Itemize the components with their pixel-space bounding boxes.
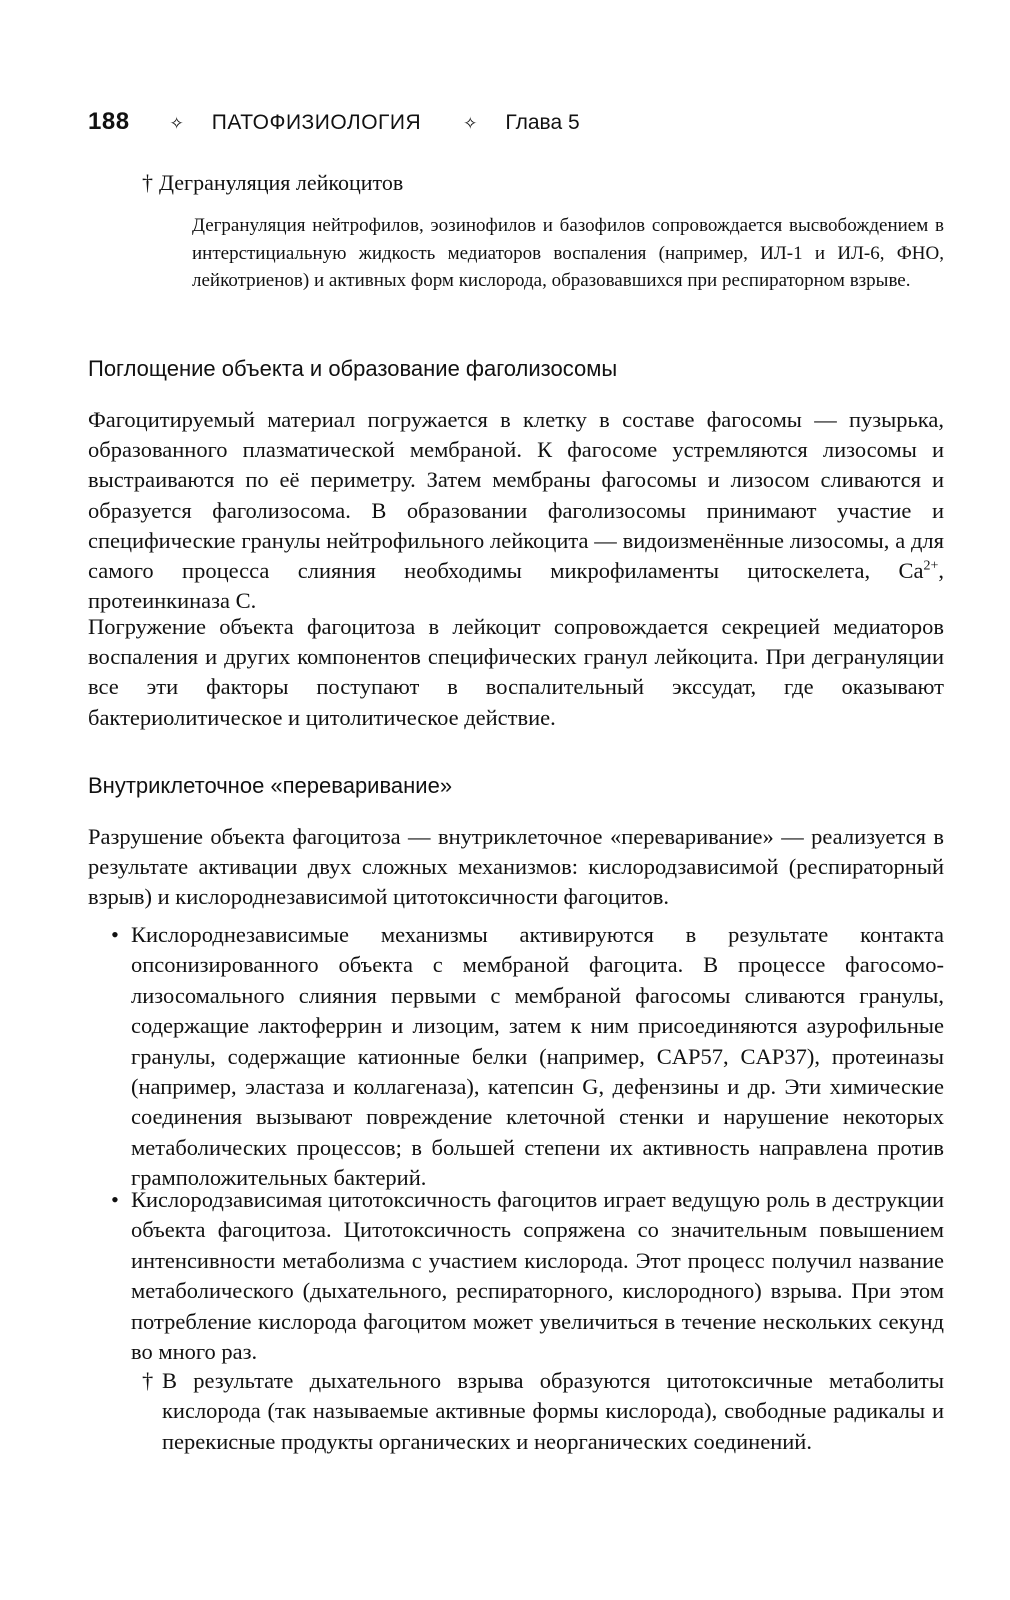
running-header bbox=[88, 108, 948, 142]
paragraph-digestion-intro: Разрушение объекта фагоцитоза — внутриклеточное «переваривание» — реализуется в результате активации двух сложных механизмов: кислородзависимой (респираторный взрыв) и кислороднезависимой цитотоксичности фагоцитов. bbox=[88, 824, 944, 910]
paragraph-phagosome bbox=[88, 405, 944, 616]
list-item-oxygen-dependent bbox=[111, 1185, 944, 1367]
section-heading-digestion: Внутриклеточное «переваривание» bbox=[88, 773, 453, 798]
list-item-text: Кислороднезависимые механизмы активируются в результате контакта опсонизированного объекта с мембраной фагоцита. В процессе фагосомо-лизосомального слияния первыми с мембраной фагосомы сливаются гранулы, содержащие лактоферрин и лизоцим, затем к ним присоединяются азурофильные гранулы, содержащие катионные белки (например, CAP57, CAP37), протеиназы (например, эластаза и коллагеназа), катепсин G, дефензины и др. Эти химические соединения вызывают повреждение клеточной стенки и нарушение некоторых метаболических процессов; в большей степени их активность направлена против грамположительных бактерий. bbox=[131, 922, 944, 1191]
calcium-charge-superscript: 2+ bbox=[923, 558, 939, 574]
list-item-oxygen-independent bbox=[111, 920, 944, 1194]
paragraph-phagosome-text: Фагоцитируемый материал погружается в клетку в составе фагосомы — пузырька, образованного плазматической мембраной. К фагосоме устремляются лизосомы и выстраиваются по её периметру. Затем мембраны фагосомы и лизосом сливаются и образуется фаголизосома. В образовании фаголизосомы принимают участие и специфические гранулы нейтрофильного лейкоцита — видоизменённые лизосомы, а для самого процесса слияния необходимы микрофиламенты цитоскелета, Ca bbox=[88, 407, 944, 584]
diamond-separator-icon: ✧ bbox=[463, 114, 478, 133]
bullet-icon: • bbox=[111, 1187, 119, 1212]
section-heading-phagolysosome: Поглощение объекта и образование фаголизосомы bbox=[88, 356, 618, 381]
paragraph-immersion: Погружение объекта фагоцитоза в лейкоцит сопровождается секрецией медиаторов воспаления и других компонентов специфических гранул лейкоцита. При дегрануляции все эти факторы поступают в воспалительный экссудат, где оказывают бактериолитическое и цитолитическое действие. bbox=[88, 614, 944, 730]
degranulation-text: Дегрануляция нейтрофилов, эозинофилов и базофилов сопровождается высвобождением в интерстициальную жидкость медиаторов воспаления (например, ИЛ-1 и ИЛ-6, ФНО, лейкотриенов) и активных форм кислорода, образовавшихся при респираторном взрыве. bbox=[192, 215, 944, 291]
respiratory-burst-note bbox=[142, 1366, 944, 1457]
bullet-icon: • bbox=[111, 922, 119, 947]
chapter-label: Глава 5 bbox=[505, 111, 580, 134]
page-number: 188 bbox=[88, 108, 130, 135]
diamond-separator-icon: ✧ bbox=[169, 114, 184, 133]
degranulation-title: Дегрануляция лейкоцитов bbox=[159, 170, 404, 195]
dagger-icon: † bbox=[142, 170, 153, 195]
list-item-text: Кислородзависимая цитотоксичность фагоцитов играет ведущую роль в деструкции объекта фагоцитоза. Цитотоксичность сопряжена со значительным повышением интенсивности метаболизма с участием кислорода. Этот процесс получил название метаболического (дыхательного, респираторного, кислородного) взрыва. При этом потребление кислорода фагоцитом может увеличиться в течение нескольких секунд во много раз. bbox=[131, 1187, 944, 1365]
dagger-icon: † bbox=[142, 1368, 154, 1393]
degranulation-subheading bbox=[142, 170, 403, 196]
book-title: ПАТОФИЗИОЛОГИЯ bbox=[211, 111, 422, 134]
respiratory-burst-text: В результате дыхательного взрыва образуются цитотоксичные метаболиты кислорода (так называемые активные формы кислорода), свободные радикалы и перекисные продукты органических и неорганических соединений. bbox=[162, 1368, 944, 1454]
paragraph-phagosome-end: , протеинкиназа C. bbox=[88, 558, 944, 614]
